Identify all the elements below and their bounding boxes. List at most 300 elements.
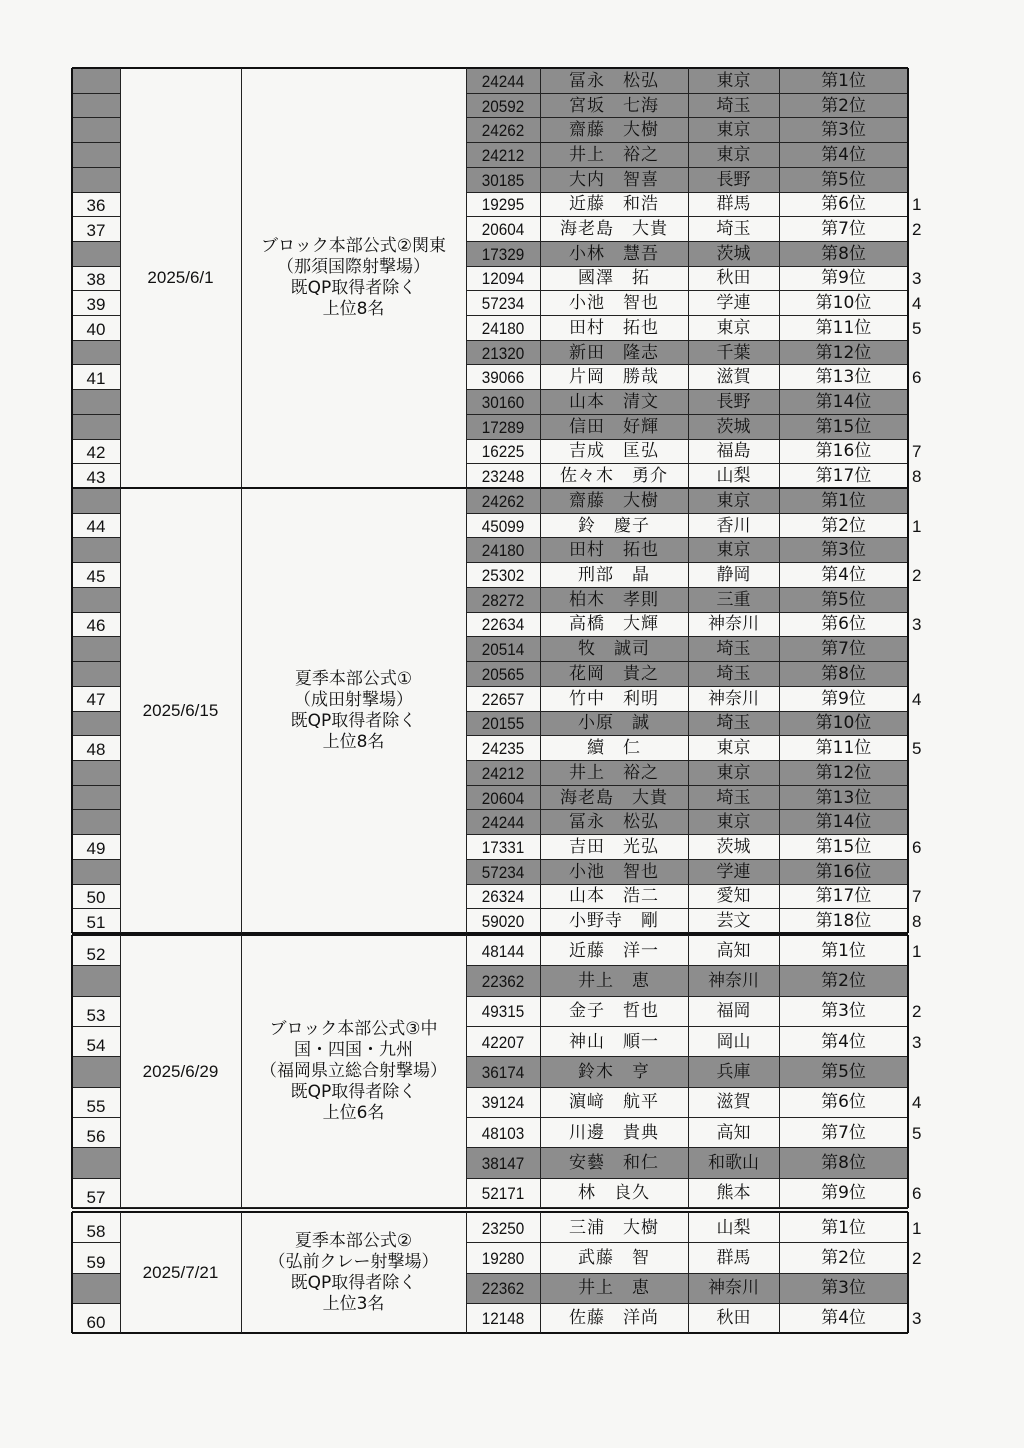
row-divider [72,241,120,242]
seq-number: 45 [86,566,106,586]
prefecture: 滋賀 [716,1092,751,1113]
athlete-name: 川邊 貴典 [569,1122,659,1143]
athlete-name: 柏木 孝則 [569,589,659,610]
group-top-border [72,487,908,489]
event-line: ブロック本部公式②関東 [261,236,446,256]
seq-number: 47 [86,690,106,710]
prefecture: 埼玉 [716,787,751,808]
row-divider [72,364,120,365]
member-id: 39066 [481,368,525,388]
athlete-name: 刑部 晶 [578,565,650,586]
prefecture: 東京 [716,70,751,91]
placing: 第16位 [815,861,872,882]
column-divider [779,488,780,933]
row-divider [466,216,908,217]
event-line: 上位6名 [322,1103,385,1123]
table-right-border [907,488,909,933]
row-divider [72,859,120,860]
row-divider [466,965,908,966]
member-id: 39124 [481,1093,525,1113]
member-id: 19280 [481,1248,525,1268]
prefecture: 熊本 [716,1183,751,1204]
row-divider [72,266,120,267]
row-divider [466,908,908,909]
qp-order [912,786,950,811]
prefecture: 東京 [716,120,751,141]
row-divider [72,513,120,514]
column-divider [241,935,242,1208]
row-divider [466,364,908,365]
seq-number: 43 [86,467,106,487]
qp-order: 7 [912,887,922,907]
row-divider [466,513,908,514]
athlete-name: 小原 誠 [578,713,650,734]
event-description [245,935,462,1208]
member-id: 52171 [481,1184,525,1204]
row-divider [466,1242,908,1243]
placing: 第2位 [821,95,866,116]
group-top-border [72,1211,908,1213]
row-divider [72,834,120,835]
group-top-border [72,67,908,69]
prefecture: 東京 [716,144,751,165]
athlete-name: 三浦 大樹 [569,1217,659,1238]
athlete-name: 井上 恵 [578,1278,650,1299]
seq-number [72,966,120,993]
qp-order: 8 [912,912,922,932]
row-divider [466,834,908,835]
athlete-name: 竹中 利明 [569,688,659,709]
member-id: 24244 [481,71,525,91]
prefecture: 高知 [716,1122,751,1143]
column-divider [540,1212,541,1333]
qp-order [912,143,950,168]
seq-number: 52 [86,945,106,965]
prefecture: 埼玉 [716,663,751,684]
prefecture: 愛知 [716,886,751,907]
seq-number [72,1274,120,1301]
athlete-name: 吉田 光弘 [569,836,659,857]
row-divider [466,587,908,588]
prefecture: 埼玉 [716,639,751,660]
row-divider [72,1026,120,1027]
athlete-name: 神山 順一 [569,1031,659,1052]
qp-order [912,489,950,514]
member-id: 24235 [481,739,525,759]
row-divider [72,562,120,563]
qp-order [912,588,950,613]
member-id: 17289 [481,417,525,437]
prefecture: 茨城 [716,836,751,857]
seq-number: 50 [86,888,106,908]
column-divider [241,1212,242,1333]
athlete-name: 小野寺 剛 [569,911,659,932]
qp-order [912,69,950,94]
event-line: 夏季本部公式① [294,668,413,689]
qp-order: 3 [912,615,922,635]
placing: 第16位 [815,441,872,462]
athlete-name: 井上 裕之 [569,762,659,783]
seq-number: 54 [86,1036,106,1056]
prefecture: 群馬 [716,194,751,215]
athlete-name: 牧 誠司 [578,639,650,660]
member-id: 45099 [481,516,525,536]
row-divider [72,117,120,118]
placing: 第2位 [821,970,866,991]
prefecture: 東京 [716,317,751,338]
row-divider [72,167,120,168]
athlete-name: 宮坂 七海 [569,95,659,116]
table-left-border [71,935,73,1208]
seq-number [72,168,120,190]
event-line: 既QP取得者除く [290,1272,417,1293]
member-id: 20604 [481,788,525,808]
athlete-name: 近藤 和浩 [569,194,659,215]
athlete-name: 小池 智也 [569,861,659,882]
row-divider [72,965,120,966]
qp-order [912,94,950,119]
placing: 第18位 [815,911,872,932]
column-divider [466,488,467,933]
row-divider [466,612,908,613]
seq-number: 39 [86,295,106,315]
prefecture: 滋賀 [716,367,751,388]
qp-order: 1 [912,941,922,961]
member-id: 16225 [481,442,525,462]
placing: 第9位 [821,1183,866,1204]
placing: 第5位 [821,169,866,190]
seq-number [72,1148,120,1175]
event-line: 国・四国・九州 [294,1040,413,1060]
row-divider [72,1178,120,1179]
row-divider [72,1303,120,1304]
member-id: 57234 [481,862,525,882]
prefecture: 埼玉 [716,713,751,734]
qp-order: 3 [912,269,922,289]
row-divider [466,711,908,712]
member-id: 38147 [481,1153,525,1173]
member-id: 24262 [481,121,525,141]
member-id: 20592 [481,96,525,116]
prefecture: 茨城 [716,416,751,437]
athlete-name: 續 仁 [587,738,641,759]
prefecture: 神奈川 [708,688,759,709]
member-id: 12148 [481,1309,525,1329]
row-divider [466,1056,908,1057]
prefecture: 秋田 [716,268,751,289]
athlete-name: 武藤 智 [578,1247,650,1268]
athlete-name: 新田 隆志 [569,342,659,363]
row-divider [466,167,908,168]
seq-number: 42 [86,443,106,463]
qp-order: 7 [912,442,922,462]
row-divider [466,537,908,538]
event-line: 夏季本部公式② [294,1230,413,1251]
athlete-name: 濵﨑 航平 [569,1092,659,1113]
qp-order: 5 [912,318,922,338]
qp-order [912,761,950,786]
row-divider [72,760,120,761]
athlete-name: 山本 清文 [569,392,659,413]
placing: 第8位 [821,663,866,684]
qp-order [912,168,950,193]
member-id: 42207 [481,1032,525,1052]
row-divider [466,1087,908,1088]
qp-order: 5 [912,1123,922,1143]
placing: 第5位 [821,1061,866,1082]
member-id: 59020 [481,912,525,932]
seq-number [72,1057,120,1084]
prefecture: 埼玉 [716,95,751,116]
table-left-border [71,1212,73,1333]
column-divider [540,68,541,488]
row-divider [466,661,908,662]
column-divider [120,935,121,1208]
placing: 第1位 [821,940,866,961]
event-description [245,488,462,933]
row-divider [72,1117,120,1118]
placing: 第7位 [821,219,866,240]
column-divider [688,1212,689,1333]
seq-number [72,712,120,734]
member-id: 24180 [481,541,525,561]
athlete-name: 吉成 匡弘 [569,441,659,462]
event-line: 既QP取得者除く [290,278,417,298]
placing: 第13位 [815,367,872,388]
member-id: 20565 [481,664,525,684]
column-divider [241,68,242,488]
athlete-name: 鈴木 亨 [578,1061,650,1082]
placing: 第9位 [821,688,866,709]
row-divider [466,735,908,736]
qp-order: 6 [912,837,922,857]
event-lines [291,669,417,753]
member-id: 48144 [481,941,525,961]
row-divider [466,439,908,440]
placing: 第11位 [815,738,872,759]
column-divider [120,68,121,488]
athlete-name: 小林 慧吾 [569,243,659,264]
placing: 第11位 [815,317,872,338]
column-divider [779,1212,780,1333]
prefecture: 神奈川 [708,1278,759,1299]
athlete-name: 山本 浩二 [569,886,659,907]
qp-order [912,242,950,267]
placing: 第5位 [821,589,866,610]
member-id: 28272 [481,590,525,610]
row-divider [466,389,908,390]
prefecture: 香川 [716,515,751,536]
column-divider [466,68,467,488]
placing: 第17位 [815,466,872,487]
event-line: 上位8名 [322,731,385,752]
member-id: 20604 [481,220,525,240]
prefecture: 千葉 [716,342,751,363]
seq-number [72,143,120,165]
seq-number: 58 [86,1222,106,1242]
prefecture: 芸文 [716,911,751,932]
row-divider [72,463,120,464]
placing: 第15位 [815,836,872,857]
row-divider [72,884,120,885]
row-divider [466,315,908,316]
column-divider [241,488,242,933]
qp-order: 2 [912,1248,922,1268]
qp-order [912,712,950,737]
athlete-name: 井上 恵 [578,970,650,991]
seq-number: 40 [86,319,106,339]
member-id: 17331 [481,837,525,857]
placing: 第17位 [815,886,872,907]
row-divider [72,735,120,736]
placing: 第6位 [821,614,866,635]
seq-number: 55 [86,1096,106,1116]
event-line: 上位3名 [322,1293,385,1314]
placing: 第15位 [815,416,872,437]
member-id: 22634 [481,615,525,635]
placing: 第6位 [821,1092,866,1113]
event-lines [261,236,446,320]
row-divider [466,636,908,637]
prefecture: 神奈川 [708,970,759,991]
table-right-border [907,68,909,488]
seq-number [72,94,120,116]
prefecture: 三重 [716,589,751,610]
event-date: 2025/7/21 [142,1262,219,1282]
prefecture: 東京 [716,738,751,759]
athlete-name: 田村 拓也 [569,540,659,561]
member-id: 30185 [481,170,525,190]
prefecture: 東京 [716,762,751,783]
member-id: 23250 [481,1218,525,1238]
qp-order: 8 [912,467,922,487]
event-line: （成田射撃場） [293,689,413,710]
placing: 第2位 [821,1247,866,1268]
row-divider [72,711,120,712]
row-divider [466,340,908,341]
placing: 第14位 [815,812,872,833]
prefecture: 静岡 [716,565,751,586]
event-line: ブロック本部公式③中 [269,1019,438,1039]
placing: 第4位 [821,1031,866,1052]
row-divider [466,859,908,860]
row-divider [72,315,120,316]
column-divider [779,935,780,1208]
placing: 第3位 [821,1278,866,1299]
athlete-name: 大内 智喜 [569,169,659,190]
athlete-name: 近藤 洋一 [569,940,659,961]
event-date: 2025/6/1 [147,268,214,287]
row-divider [72,785,120,786]
prefecture: 秋田 [716,1308,751,1329]
seq-number: 48 [86,739,106,759]
event-date: 2025/6/29 [142,1061,219,1081]
seq-number: 59 [86,1252,106,1272]
prefecture: 東京 [716,490,751,511]
group-top-border [72,934,908,936]
prefecture: 福岡 [716,1001,751,1022]
row-divider [72,389,120,390]
prefecture: 学連 [716,861,751,882]
row-divider [466,884,908,885]
placing: 第12位 [815,762,872,783]
row-divider [466,562,908,563]
seq-number [72,786,120,808]
prefecture: 長野 [716,169,751,190]
placing: 第4位 [821,144,866,165]
prefecture: 埼玉 [716,219,751,240]
seq-number: 57 [86,1187,106,1207]
placing: 第6位 [821,194,866,215]
row-divider [466,809,908,810]
row-divider [72,809,120,810]
member-id: 22362 [481,1279,525,1299]
prefecture: 長野 [716,392,751,413]
column-divider [466,1212,467,1333]
row-divider [466,192,908,193]
event-date: 2025/6/15 [142,700,219,720]
seq-number [72,118,120,140]
athlete-name: 齋藤 大樹 [569,120,659,141]
row-divider [72,996,120,997]
row-divider [72,340,120,341]
prefecture: 茨城 [716,243,751,264]
row-divider [466,686,908,687]
qp-order: 2 [912,220,922,240]
prefecture: 高知 [716,940,751,961]
column-divider [779,68,780,488]
row-divider [466,463,908,464]
row-divider [72,1056,120,1057]
seq-number [72,761,120,783]
member-id: 49315 [481,1002,525,1022]
row-divider [72,1242,120,1243]
row-divider [466,93,908,94]
seq-number: 56 [86,1127,106,1147]
placing: 第4位 [821,565,866,586]
seq-number [72,662,120,684]
prefecture: 岡山 [716,1031,751,1052]
event-lines [269,1231,439,1315]
row-divider [72,1147,120,1148]
member-id: 24244 [481,813,525,833]
qp-order [912,662,950,687]
row-divider [466,1117,908,1118]
qp-order [912,415,950,440]
placing: 第14位 [815,392,872,413]
member-id: 25302 [481,566,525,586]
group-bottom-border [72,1332,908,1334]
row-divider [466,117,908,118]
row-divider [466,996,908,997]
placing: 第2位 [821,515,866,536]
qp-order [912,118,950,143]
athlete-name: 信田 好輝 [569,416,659,437]
qp-order [912,538,950,563]
seq-number: 36 [86,196,106,216]
member-id: 24180 [481,318,525,338]
placing: 第12位 [815,342,872,363]
column-divider [120,488,121,933]
seq-number [72,242,120,264]
member-id: 22362 [481,971,525,991]
seq-number: 49 [86,838,106,858]
qp-order [912,1274,950,1304]
athlete-name: 冨永 松弘 [569,812,659,833]
prefecture: 兵庫 [716,1061,751,1082]
prefecture: 学連 [716,293,751,314]
row-divider [466,1303,908,1304]
